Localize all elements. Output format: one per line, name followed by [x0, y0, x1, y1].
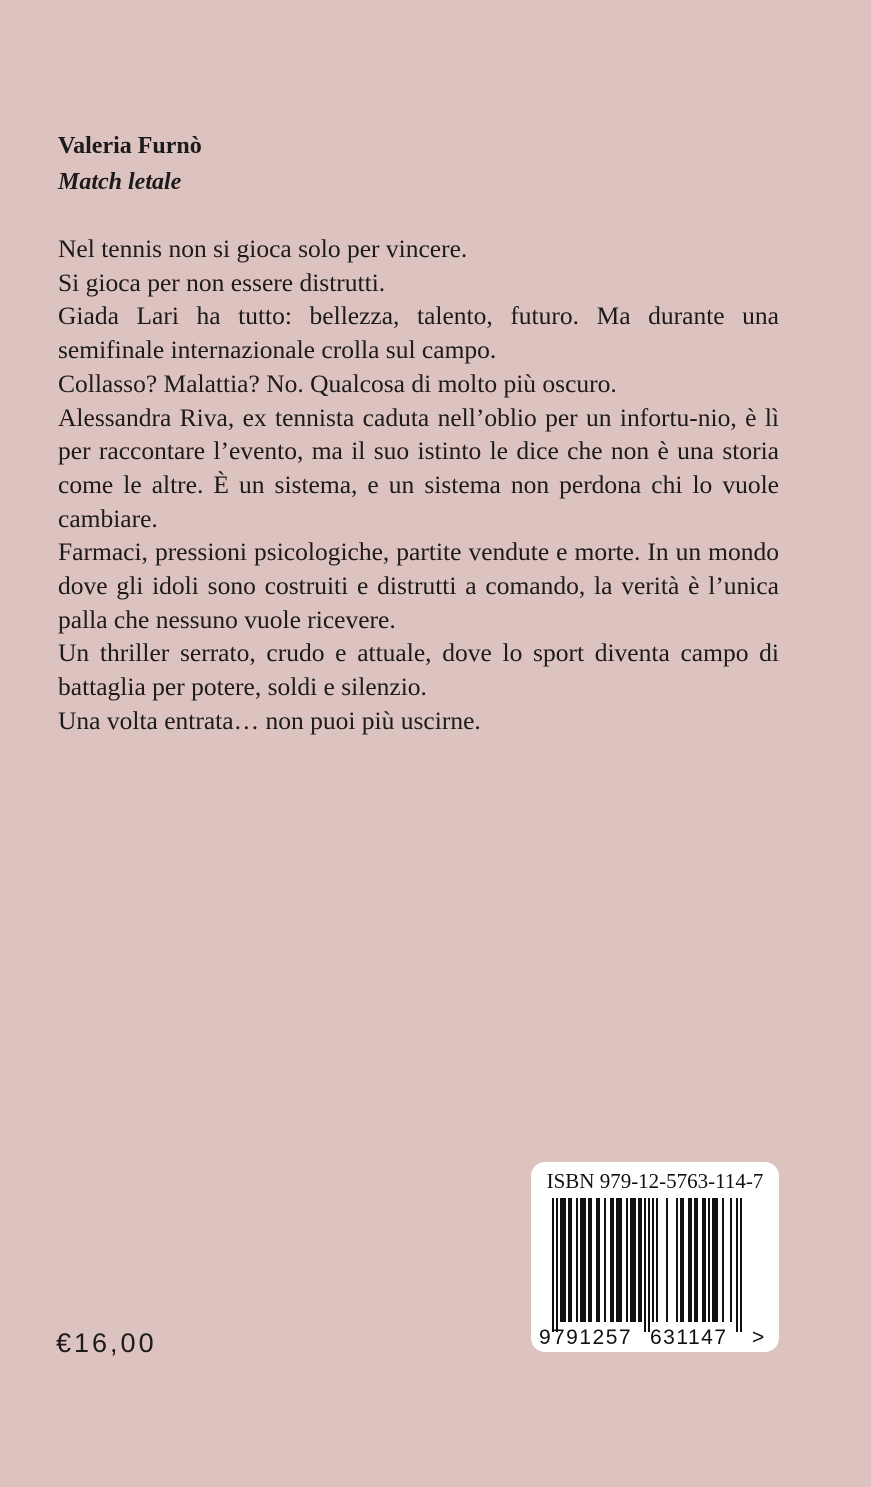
barcode-bar-29 — [740, 1198, 742, 1332]
blurb-paragraph-8: Una volta entrata… non puoi più uscirne. — [58, 705, 481, 735]
barcode-bar-15 — [648, 1198, 650, 1332]
barcode-bar-28 — [736, 1198, 738, 1332]
isbn-barcode-panel — [531, 1162, 779, 1352]
back-cover-blurb — [58, 232, 779, 738]
barcode-bars — [552, 1198, 742, 1332]
ean13-barcode — [531, 1162, 779, 1352]
barcode-bar-5 — [580, 1198, 586, 1322]
barcode-bar-19 — [676, 1198, 678, 1322]
barcode-digit-first: 9 — [539, 1326, 551, 1349]
barcode-bar-24 — [708, 1198, 710, 1322]
blurb-paragraph-7: Un thriller serrato, crudo e attuale, dove lo sport diventa campo di battaglia per potere, soldi e silenzio. — [58, 638, 779, 702]
barcode-bar-16 — [652, 1198, 654, 1322]
blurb-paragraph-3: Giada Lari ha tutto: bellezza, talento, futuro. Ma durante una semifinale internazionale crolla sul campo. — [58, 301, 779, 365]
barcode-bar-13 — [638, 1198, 642, 1322]
blurb-paragraph-6: Farmaci, pressioni psicologiche, partite vendute e morte. In un mondo dove gli idoli sono costruiti e distrutti a comando, la verità è l’unica palla che nessuno vuole ricevere. — [58, 537, 779, 634]
price-label: €16,00 — [56, 1328, 157, 1358]
barcode-bar-7 — [596, 1198, 600, 1322]
barcode-bar-25 — [712, 1198, 718, 1322]
barcode-bar-20 — [680, 1198, 684, 1322]
blurb-paragraph-5: Alessandra Riva, ex tennista caduta nell’oblio per un infortu-nio, è lì per raccontare l’evento, ma il suo istinto le dice che non è una storia come le altre. È un sistema, e un sistema non perdona chi lo vuole cambiare. — [58, 402, 779, 533]
barcode-bar-3 — [568, 1198, 572, 1322]
barcode-bar-1 — [556, 1198, 558, 1332]
blurb-paragraph-4: Collasso? Malattia? No. Qualcosa di molto più oscuro. — [58, 368, 617, 398]
barcode-bar-8 — [604, 1198, 606, 1322]
barcode-digits-right: 631147 — [650, 1326, 728, 1349]
blurb-paragraph-2: Si gioca per non essere distrutti. — [58, 267, 386, 297]
barcode-bar-18 — [666, 1198, 668, 1322]
barcode-bar-26 — [722, 1198, 724, 1322]
barcode-bar-6 — [588, 1198, 592, 1322]
barcode-bar-17 — [656, 1198, 658, 1322]
barcode-bar-2 — [560, 1198, 566, 1322]
barcode-bar-4 — [576, 1198, 578, 1322]
barcode-bar-11 — [626, 1198, 628, 1322]
barcode-bar-23 — [702, 1198, 706, 1322]
barcode-bar-9 — [610, 1198, 614, 1322]
barcode-bar-27 — [730, 1198, 732, 1322]
barcode-bar-21 — [688, 1198, 692, 1322]
barcode-digits-left: 791257 — [553, 1326, 633, 1349]
book-title: Match letale — [58, 169, 182, 195]
isbn-number: ISBN 979-12-5763-114-7 — [546, 1169, 764, 1193]
barcode-quiet-zone-marker: > — [752, 1326, 765, 1349]
blurb-paragraph-1: Nel tennis non si gioca solo per vincere. — [58, 234, 468, 263]
barcode-bar-14 — [644, 1198, 646, 1332]
barcode-bar-22 — [694, 1198, 698, 1322]
barcode-bar-0 — [552, 1198, 554, 1332]
author-name: Valeria Furnò — [58, 133, 202, 159]
barcode-bar-12 — [630, 1198, 636, 1322]
barcode-bar-10 — [616, 1198, 622, 1322]
